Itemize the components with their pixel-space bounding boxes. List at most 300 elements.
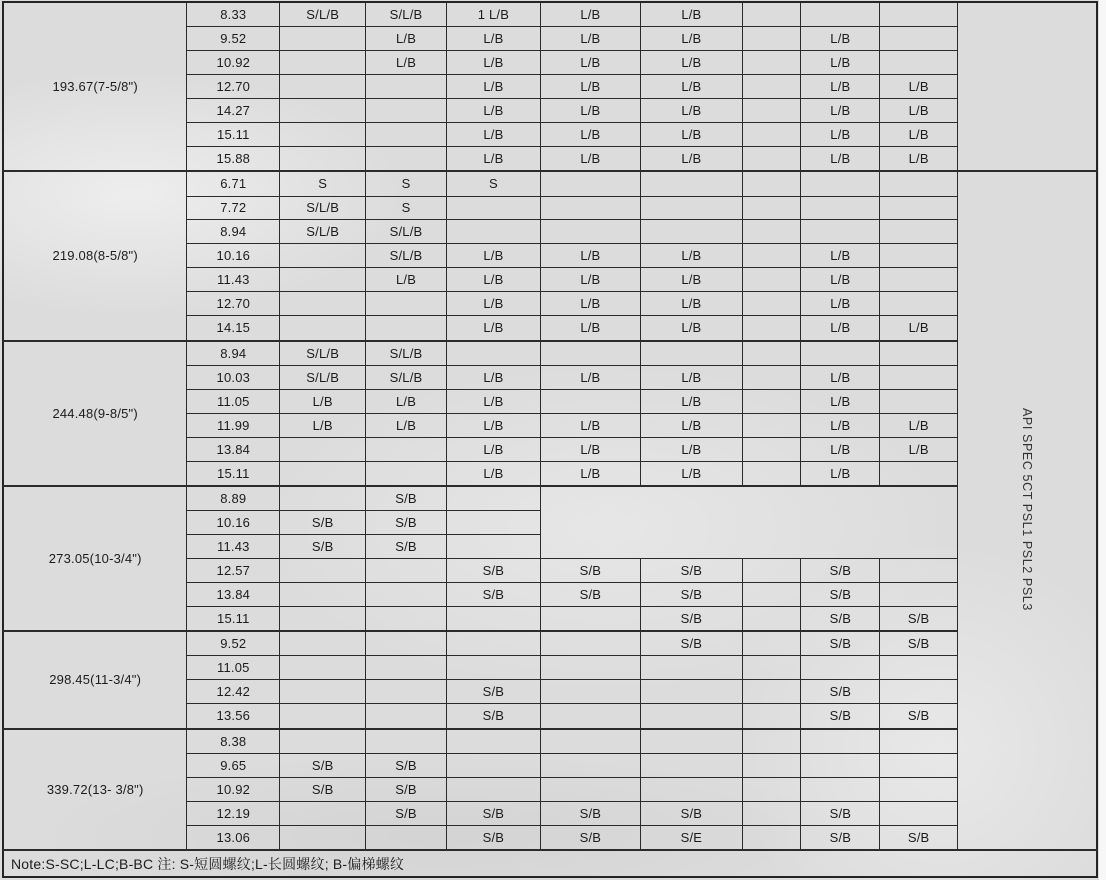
thickness-cell: 14.27 — [187, 99, 280, 123]
grade-cell: S/B — [446, 825, 540, 850]
grade-cell — [742, 656, 801, 680]
size-cell: 244.48(9-8/5") — [3, 341, 187, 486]
table-body — [3, 2, 1097, 850]
grade-cell: L/B — [640, 99, 742, 123]
thickness-cell: 14.15 — [187, 316, 280, 341]
grade-cell: S — [446, 171, 540, 196]
grade-cell: L/B — [446, 292, 540, 316]
thickness-cell: 15.11 — [187, 123, 280, 147]
table-row — [3, 2, 1097, 27]
grade-cell: L/B — [366, 268, 447, 292]
grade-cell: L/B — [446, 27, 540, 51]
grade-cell: S/B — [540, 583, 640, 607]
grade-cell — [280, 680, 366, 704]
grade-cell: L/B — [446, 147, 540, 172]
size-cell: 339.72(13- 3/8") — [3, 729, 187, 850]
grade-cell: S/L/B — [366, 365, 447, 389]
grade-cell: S — [366, 171, 447, 196]
size-cell: 298.45(11-3/4") — [3, 631, 187, 728]
grade-cell: L/B — [640, 51, 742, 75]
grade-cell — [742, 559, 801, 583]
grade-cell: L/B — [640, 268, 742, 292]
grade-cell: S/L/B — [280, 341, 366, 366]
thickness-cell: 10.92 — [187, 51, 280, 75]
grade-cell: L/B — [880, 316, 958, 341]
grade-cell: S/B — [801, 825, 880, 850]
grade-cell — [446, 777, 540, 801]
grade-cell: S/B — [366, 486, 447, 511]
grade-cell: S/B — [801, 631, 880, 656]
grade-cell — [801, 729, 880, 754]
grade-cell — [742, 825, 801, 850]
grade-cell — [366, 680, 447, 704]
grade-cell: L/B — [801, 27, 880, 51]
grade-cell: L/B — [640, 413, 742, 437]
thickness-cell: 15.11 — [187, 461, 280, 486]
grade-cell — [880, 559, 958, 583]
grade-cell — [742, 147, 801, 172]
grade-cell — [880, 196, 958, 220]
grade-cell — [446, 486, 540, 511]
thickness-cell: 8.33 — [187, 2, 280, 27]
grade-cell — [801, 196, 880, 220]
grade-cell — [280, 147, 366, 172]
grade-cell: L/B — [540, 413, 640, 437]
thickness-cell: 11.43 — [187, 268, 280, 292]
grade-cell — [280, 244, 366, 268]
grade-cell — [540, 753, 640, 777]
grade-cell — [742, 680, 801, 704]
table-note-row — [3, 850, 1097, 877]
grade-cell: L/B — [880, 123, 958, 147]
grade-cell — [640, 680, 742, 704]
thickness-cell: 11.05 — [187, 389, 280, 413]
grade-cell: S/L/B — [280, 365, 366, 389]
thickness-cell: 11.43 — [187, 535, 280, 559]
grade-cell: S/B — [640, 801, 742, 825]
grade-cell — [742, 292, 801, 316]
grade-cell — [742, 606, 801, 631]
grade-cell — [640, 196, 742, 220]
grade-cell — [540, 220, 640, 244]
thickness-cell: 8.89 — [187, 486, 280, 511]
grade-cell — [366, 99, 447, 123]
thickness-cell: 9.65 — [187, 753, 280, 777]
thickness-cell: 15.88 — [187, 147, 280, 172]
grade-cell: S/B — [446, 680, 540, 704]
grade-cell — [742, 2, 801, 27]
thickness-cell: 10.16 — [187, 511, 280, 535]
grade-cell: S/L/B — [280, 2, 366, 27]
thickness-cell: 7.72 — [187, 196, 280, 220]
grade-cell: L/B — [640, 292, 742, 316]
grade-cell — [446, 535, 540, 559]
merged-empty-cell — [540, 486, 957, 559]
grade-cell — [366, 583, 447, 607]
thickness-cell: 12.70 — [187, 292, 280, 316]
table-row — [3, 729, 1097, 754]
grade-cell — [540, 704, 640, 729]
grade-cell — [742, 365, 801, 389]
grade-cell: S/B — [366, 511, 447, 535]
grade-cell — [880, 583, 958, 607]
thickness-cell: 8.38 — [187, 729, 280, 754]
grade-cell — [742, 196, 801, 220]
grade-cell — [366, 704, 447, 729]
grade-cell — [366, 656, 447, 680]
thickness-cell: 8.94 — [187, 341, 280, 366]
grade-cell: L/B — [640, 244, 742, 268]
grade-cell: S/B — [640, 583, 742, 607]
grade-cell: L/B — [801, 75, 880, 99]
grade-cell: L/B — [540, 268, 640, 292]
grade-cell: L/B — [640, 123, 742, 147]
grade-cell — [742, 51, 801, 75]
grade-cell: S/B — [280, 511, 366, 535]
grade-cell: S/L/B — [280, 220, 366, 244]
grade-cell — [801, 2, 880, 27]
grade-cell: L/B — [880, 99, 958, 123]
grade-cell: L/B — [280, 389, 366, 413]
thickness-cell: 10.16 — [187, 244, 280, 268]
grade-cell: L/B — [446, 268, 540, 292]
grade-cell — [880, 753, 958, 777]
thickness-cell: 13.84 — [187, 437, 280, 461]
grade-cell — [366, 606, 447, 631]
grade-cell: L/B — [366, 27, 447, 51]
grade-cell: L/B — [446, 123, 540, 147]
grade-cell — [640, 656, 742, 680]
grade-cell — [280, 99, 366, 123]
grade-cell — [280, 437, 366, 461]
thickness-cell: 12.19 — [187, 801, 280, 825]
grade-cell — [540, 777, 640, 801]
grade-cell: L/B — [880, 75, 958, 99]
thickness-cell: 6.71 — [187, 171, 280, 196]
api-spec-cell — [958, 171, 1097, 850]
grade-cell — [446, 511, 540, 535]
grade-cell: L/B — [801, 147, 880, 172]
grade-cell: S/B — [446, 704, 540, 729]
grade-cell: L/B — [540, 27, 640, 51]
grade-cell: L/B — [446, 244, 540, 268]
grade-cell: S/B — [880, 606, 958, 631]
grade-cell — [742, 123, 801, 147]
grade-cell: L/B — [640, 147, 742, 172]
table-row — [3, 486, 1097, 511]
grade-cell: L/B — [446, 316, 540, 341]
grade-cell — [280, 825, 366, 850]
grade-cell — [880, 220, 958, 244]
grade-cell: L/B — [640, 75, 742, 99]
thickness-cell: 10.03 — [187, 365, 280, 389]
grade-cell: S/L/B — [366, 244, 447, 268]
thickness-cell: 15.11 — [187, 606, 280, 631]
grade-cell — [366, 825, 447, 850]
thread-compatibility-table — [2, 1, 1098, 878]
grade-cell: L/B — [640, 389, 742, 413]
grade-cell: S/B — [366, 777, 447, 801]
grade-cell: L/B — [446, 437, 540, 461]
api-spec-vertical-label: API SPEC 5CT PSL1 PSL2 PSL3 — [1020, 407, 1035, 611]
grade-cell — [880, 171, 958, 196]
grade-cell — [742, 583, 801, 607]
grade-cell — [801, 220, 880, 244]
grade-cell: L/B — [801, 292, 880, 316]
grade-cell — [540, 631, 640, 656]
grade-cell — [366, 147, 447, 172]
grade-cell — [880, 777, 958, 801]
grade-cell — [280, 729, 366, 754]
table-row — [3, 631, 1097, 656]
grade-cell — [742, 244, 801, 268]
grade-cell — [540, 680, 640, 704]
grade-cell: S/B — [540, 801, 640, 825]
grade-cell — [742, 27, 801, 51]
grade-cell — [366, 316, 447, 341]
grade-cell: L/B — [540, 292, 640, 316]
grade-cell: L/B — [801, 51, 880, 75]
thickness-cell: 12.57 — [187, 559, 280, 583]
grade-cell — [742, 631, 801, 656]
grade-cell — [366, 461, 447, 486]
size-cell: 273.05(10-3/4") — [3, 486, 187, 631]
grade-cell — [880, 27, 958, 51]
grade-cell: S/B — [801, 583, 880, 607]
grade-cell — [880, 292, 958, 316]
grade-cell — [540, 729, 640, 754]
grade-cell: L/B — [801, 365, 880, 389]
grade-cell — [880, 51, 958, 75]
grade-cell: S/B — [280, 753, 366, 777]
grade-cell: S/L/B — [366, 220, 447, 244]
grade-cell — [446, 753, 540, 777]
grade-cell — [280, 801, 366, 825]
thickness-cell: 12.42 — [187, 680, 280, 704]
grade-cell — [540, 341, 640, 366]
grade-cell — [880, 461, 958, 486]
grade-cell: L/B — [280, 413, 366, 437]
grade-cell: L/B — [446, 461, 540, 486]
grade-cell: S/B — [880, 704, 958, 729]
grade-cell: L/B — [801, 389, 880, 413]
grade-cell — [280, 75, 366, 99]
table-foot — [3, 850, 1097, 877]
grade-cell — [280, 27, 366, 51]
grade-cell — [280, 51, 366, 75]
grade-cell — [742, 171, 801, 196]
grade-cell — [742, 389, 801, 413]
grade-cell — [446, 631, 540, 656]
grade-cell — [640, 220, 742, 244]
grade-cell — [280, 123, 366, 147]
thickness-cell: 13.06 — [187, 825, 280, 850]
api-empty-cell — [958, 2, 1097, 171]
grade-cell — [280, 486, 366, 511]
grade-cell: S/B — [880, 631, 958, 656]
grade-cell: S/B — [446, 801, 540, 825]
grade-cell: L/B — [540, 123, 640, 147]
grade-cell — [801, 171, 880, 196]
grade-cell — [446, 656, 540, 680]
grade-cell — [742, 268, 801, 292]
table-row — [3, 341, 1097, 366]
grade-cell: S/B — [801, 559, 880, 583]
grade-cell — [366, 75, 447, 99]
grade-cell: L/B — [540, 75, 640, 99]
grade-cell: L/B — [366, 413, 447, 437]
grade-cell: L/B — [446, 365, 540, 389]
grade-cell — [540, 196, 640, 220]
grade-cell: L/B — [540, 51, 640, 75]
grade-cell — [742, 801, 801, 825]
grade-cell — [540, 389, 640, 413]
grade-cell: L/B — [540, 147, 640, 172]
grade-cell — [280, 461, 366, 486]
grade-cell: L/B — [801, 437, 880, 461]
grade-cell: S — [280, 171, 366, 196]
size-cell: 219.08(8-5/8") — [3, 171, 187, 340]
grade-cell: S/B — [280, 535, 366, 559]
grade-cell — [640, 341, 742, 366]
grade-cell: S/E — [640, 825, 742, 850]
grade-cell — [446, 220, 540, 244]
grade-cell — [280, 704, 366, 729]
grade-cell — [640, 777, 742, 801]
grade-cell — [880, 656, 958, 680]
grade-cell: L/B — [446, 99, 540, 123]
grade-cell: S/B — [801, 606, 880, 631]
grade-cell — [801, 656, 880, 680]
grade-cell: L/B — [446, 389, 540, 413]
grade-cell: L/B — [540, 2, 640, 27]
grade-cell: S — [366, 196, 447, 220]
grade-cell — [366, 437, 447, 461]
grade-cell: S/B — [640, 559, 742, 583]
grade-cell — [366, 292, 447, 316]
grade-cell — [366, 123, 447, 147]
thickness-cell: 10.92 — [187, 777, 280, 801]
grade-cell: S/L/B — [280, 196, 366, 220]
grade-cell — [446, 606, 540, 631]
grade-cell — [366, 729, 447, 754]
grade-cell: S/B — [540, 825, 640, 850]
grade-cell — [280, 316, 366, 341]
grade-cell: 1 L/B — [446, 2, 540, 27]
grade-cell: L/B — [540, 99, 640, 123]
thickness-cell: 11.05 — [187, 656, 280, 680]
grade-cell — [280, 268, 366, 292]
grade-cell: L/B — [640, 437, 742, 461]
grade-cell — [742, 461, 801, 486]
grade-cell: S/B — [801, 680, 880, 704]
grade-cell — [742, 316, 801, 341]
grade-cell — [446, 196, 540, 220]
grade-cell — [280, 583, 366, 607]
grade-cell — [366, 559, 447, 583]
grade-cell — [880, 389, 958, 413]
grade-cell — [742, 413, 801, 437]
page-edge — [1099, 0, 1106, 880]
grade-cell — [540, 606, 640, 631]
grade-cell — [742, 341, 801, 366]
thickness-cell: 11.99 — [187, 413, 280, 437]
grade-cell: L/B — [801, 99, 880, 123]
grade-cell: S/B — [801, 704, 880, 729]
grade-cell — [880, 729, 958, 754]
grade-cell: S/B — [366, 753, 447, 777]
grade-cell — [280, 559, 366, 583]
grade-cell — [640, 753, 742, 777]
grade-cell — [742, 704, 801, 729]
grade-cell — [280, 656, 366, 680]
grade-cell — [880, 680, 958, 704]
grade-cell: S/B — [880, 825, 958, 850]
grade-cell: S/B — [640, 606, 742, 631]
thickness-cell: 13.84 — [187, 583, 280, 607]
grade-cell: S/B — [801, 801, 880, 825]
grade-cell: S/B — [540, 559, 640, 583]
size-cell: 193.67(7-5/8") — [3, 2, 187, 171]
grade-cell — [446, 729, 540, 754]
grade-cell — [540, 656, 640, 680]
grade-cell: L/B — [446, 413, 540, 437]
grade-cell — [801, 753, 880, 777]
grade-cell — [640, 729, 742, 754]
grade-cell — [742, 99, 801, 123]
grade-cell: L/B — [801, 461, 880, 486]
grade-cell: L/B — [640, 2, 742, 27]
grade-cell — [366, 631, 447, 656]
grade-cell: L/B — [540, 365, 640, 389]
grade-cell: S/B — [446, 583, 540, 607]
grade-cell: L/B — [880, 147, 958, 172]
thickness-cell: 13.56 — [187, 704, 280, 729]
grade-cell: S/B — [640, 631, 742, 656]
grade-cell: L/B — [446, 51, 540, 75]
grade-cell: L/B — [540, 437, 640, 461]
grade-cell — [880, 341, 958, 366]
grade-cell — [880, 801, 958, 825]
grade-cell: S/B — [446, 559, 540, 583]
table-row — [3, 171, 1097, 196]
grade-cell — [880, 2, 958, 27]
grade-cell: L/B — [446, 75, 540, 99]
grade-cell — [742, 437, 801, 461]
grade-cell — [540, 171, 640, 196]
grade-cell — [640, 171, 742, 196]
grade-cell — [280, 606, 366, 631]
grade-cell — [880, 268, 958, 292]
grade-cell: L/B — [801, 316, 880, 341]
grade-cell: S/L/B — [366, 341, 447, 366]
grade-cell: L/B — [880, 437, 958, 461]
grade-cell: L/B — [640, 27, 742, 51]
grade-cell: L/B — [801, 244, 880, 268]
grade-cell: S/L/B — [366, 2, 447, 27]
grade-cell: L/B — [540, 461, 640, 486]
thickness-cell: 9.52 — [187, 631, 280, 656]
grade-cell — [742, 220, 801, 244]
grade-cell — [880, 365, 958, 389]
grade-cell — [742, 75, 801, 99]
thickness-cell: 9.52 — [187, 27, 280, 51]
grade-cell — [742, 777, 801, 801]
grade-cell: L/B — [640, 461, 742, 486]
grade-cell: L/B — [640, 316, 742, 341]
grade-cell: L/B — [801, 413, 880, 437]
thickness-cell: 8.94 — [187, 220, 280, 244]
